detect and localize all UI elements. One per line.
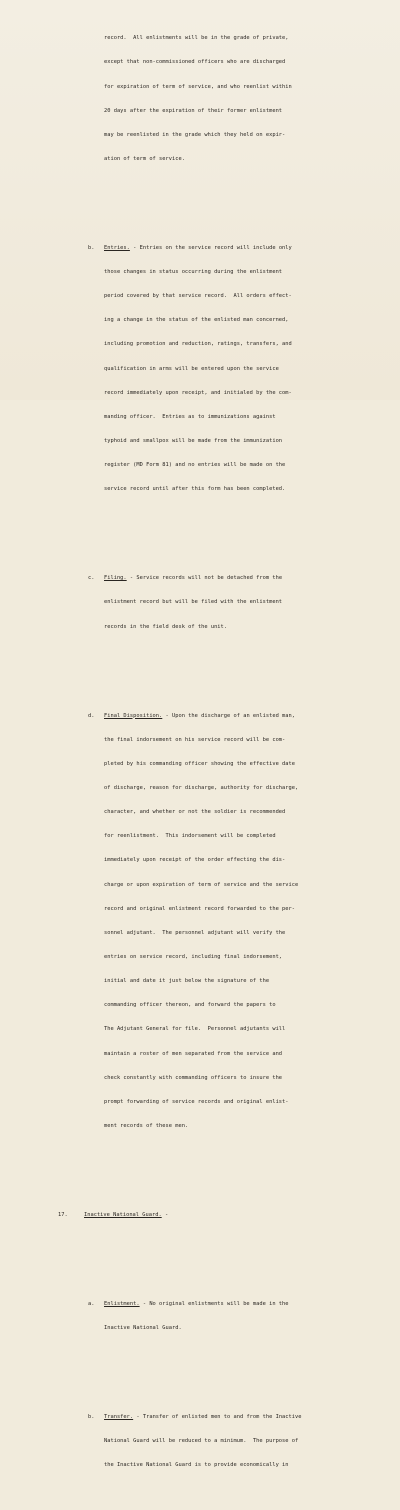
text-line: for expiration of term of service, and who reenlist within <box>104 83 292 90</box>
text-line: pleted by his commanding officer showing the effective date <box>104 760 295 767</box>
text-line: National Guard will be reduced to a minimum. The purpose of <box>104 1438 299 1445</box>
paragraph-d-final-disposition <box>0 695 400 1146</box>
text-line: qualification in arms will be entered upon the service <box>104 365 279 372</box>
text-line: typhoid and smallpox will be made from the immunization <box>104 438 283 445</box>
text-line: for reenlistment. This indorsement will be completed <box>104 833 276 840</box>
text-line: service record until after this form has been completed. <box>104 486 286 493</box>
text-run: - Entries on the service record will include only <box>129 244 292 251</box>
text-line: ing a change in the status of the enlisted man concerned, <box>104 317 289 324</box>
text-line: character, and whether or not the soldier is recommended <box>104 809 286 816</box>
section-heading-line <box>0 1211 400 1219</box>
text-line: records in the field desk of the unit. <box>104 623 228 630</box>
text-line: entries on service record, including final indorsement, <box>104 953 283 960</box>
paragraph-17b-transfer <box>0 1397 400 1486</box>
item-label: a. <box>88 1300 95 1307</box>
item-label: d. <box>88 712 95 719</box>
text-line: ation of term of service. <box>104 155 185 162</box>
text-run: - Upon the discharge of an enlisted man, <box>162 712 296 719</box>
text-line: may be reenlisted in the grade which they held on expir- <box>104 131 286 138</box>
text-run: - No original enlistments will be made in the <box>139 1300 289 1307</box>
paragraph-c-filing <box>0 558 400 647</box>
text-line: register (MD Form 81) and no entries will be made on the <box>104 462 286 469</box>
text-line: immediately upon receipt of the order effecting the dis- <box>104 857 286 864</box>
text-line: of discharge, reason for discharge, authority for discharge, <box>104 784 299 791</box>
text-line: commanding officer thereon, and forward the papers to <box>104 1002 276 1009</box>
paragraph-first-line <box>0 1413 400 1421</box>
paragraph-first-line <box>0 712 400 720</box>
text-line: including promotion and reduction, ratings, transfers, and <box>104 341 292 348</box>
item-heading: Filing. <box>104 575 127 582</box>
text-run: - Service records will not be detached from the <box>126 575 283 582</box>
section-number: 17. <box>58 1211 68 1218</box>
text-line: manding officer. Entries as to immunizations against <box>104 413 276 420</box>
item-label: b. <box>88 244 95 251</box>
paragraph-17a-enlistment <box>0 1284 400 1348</box>
text-line: record. All enlistments will be in the grade of private, <box>104 35 289 42</box>
text-line: record immediately upon receipt, and initialed by the com- <box>104 389 292 396</box>
text-line: initial and date it just below the signature of the <box>104 978 270 985</box>
text-line: record and original enlistment record forwarded to the per- <box>104 905 295 912</box>
item-label: b. <box>88 1413 95 1420</box>
text-line: maintain a roster of men separated from the service and <box>104 1050 283 1057</box>
paragraph-first-line <box>0 244 400 252</box>
text-line: charge or upon expiration of term of service and the service <box>104 881 299 888</box>
text-line: Inactive National Guard. <box>104 1325 182 1331</box>
paragraph-b-entries <box>0 228 400 510</box>
item-heading: Transfer. <box>104 1413 134 1420</box>
text-run: - <box>161 1211 169 1218</box>
section-title: Inactive National Guard. <box>84 1211 162 1218</box>
paragraph-first-line <box>0 1300 400 1308</box>
text-line: the Inactive National Guard is to provide economically in <box>104 1462 289 1469</box>
item-heading: Entries. <box>104 244 130 251</box>
text-run: - Transfer of enlisted men to and from the Inactive <box>133 1413 302 1420</box>
text-line: 20 days after the expiration of their former enlistment <box>104 107 283 114</box>
section-17-heading <box>0 1195 400 1235</box>
text-line: sonnel adjutant. The personnel adjutant will verify the <box>104 929 286 936</box>
text-line: enlistment record but will be filed with the enlistment <box>104 599 283 606</box>
text-line: except that non-commissioned officers who are discharged <box>104 59 286 66</box>
item-label: c. <box>88 575 95 582</box>
item-heading: Final Disposition. <box>104 712 163 719</box>
text-line: period covered by that service record. All orders effect- <box>104 293 292 300</box>
text-line: those changes in status occurring during the enlistment <box>104 269 283 276</box>
text-line: The Adjutant General for file. Personnel adjutants will <box>104 1026 286 1033</box>
text-line: ment records of these men. <box>104 1122 189 1129</box>
text-line: the final indorsement on his service record will be com- <box>104 736 286 743</box>
intro-paragraph <box>0 18 400 179</box>
text-line: check constantly with commanding officers to insure the <box>104 1074 283 1081</box>
item-heading: Enlistment. <box>104 1300 140 1307</box>
text-line: prompt forwarding of service records and original enlist- <box>104 1098 289 1105</box>
paragraph-first-line <box>0 574 400 582</box>
